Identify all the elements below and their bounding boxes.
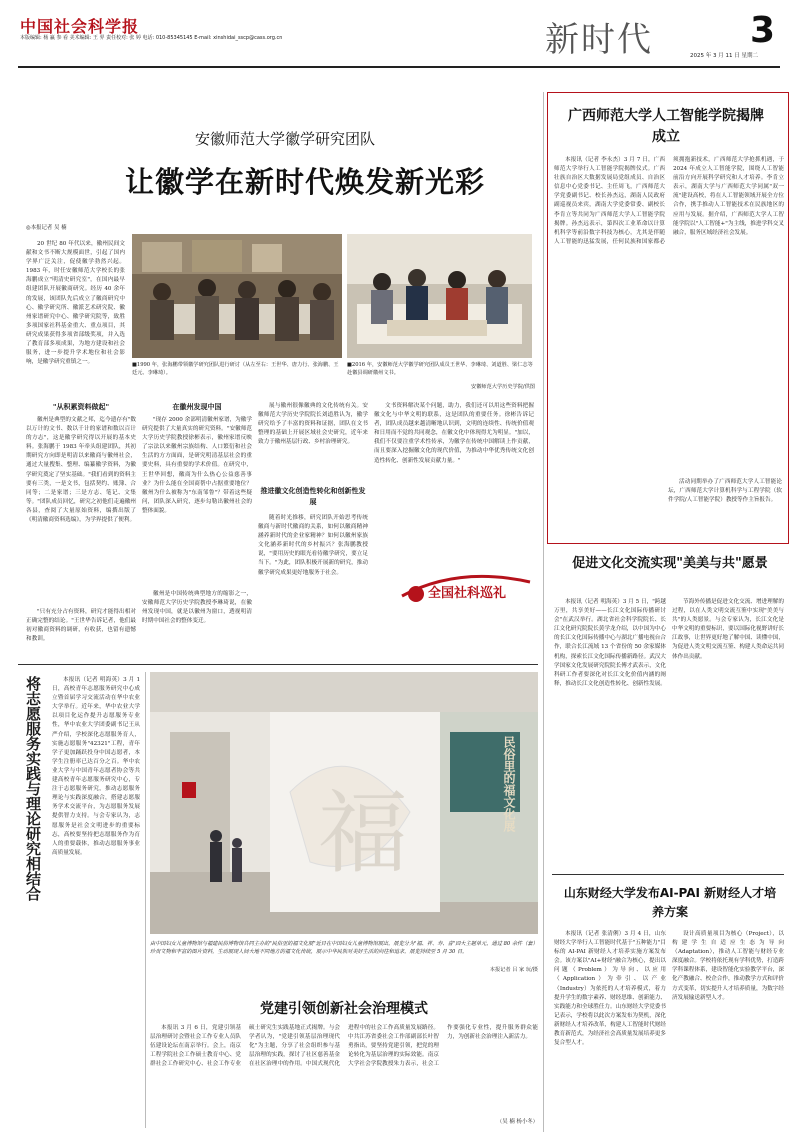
lead-kicker: 安徽师范大学徽学研究团队 bbox=[194, 130, 375, 148]
party-byline: （吴 楠 杨小冬） bbox=[496, 1119, 538, 1125]
culture-headline: 促进文化交流实现"美美与共"愿景 bbox=[572, 556, 768, 571]
lead-subhead-2: 在徽州发现中国 bbox=[172, 403, 222, 411]
masthead bbox=[0, 0, 799, 90]
volunteer-headline: 将志愿服务实践与理论研究相结合 bbox=[24, 676, 42, 901]
archive-visit-photo-image bbox=[347, 234, 532, 358]
lead-byline: ◎本报记者 吴 楠 bbox=[26, 225, 67, 231]
exhibition-photo bbox=[150, 672, 538, 934]
lead-intro: 20 世纪 80 年代以来，徽州民间文献和文书不断大规模面世，引起了国内学界广泛关注，促使徽学勃然兴起。1983 年，时任安徽师范大学校长的张海鹏成立"明清史研究室"，在国内最早组建团队开展徽商研究。经历 40 余年的发展，该团队先后成立了徽商研究中心、徽学研究所、徽派艺术研究院、徽州家谱研究中心、徽学研究院等，致胜多项国家社科基金重大、重点项目，其研究成果获得多项省部级奖项，并入选了教育部多项成果，为地方建设和社会服务，进一步提升学术地位和社会影响，是徽学研究重镇之一。 bbox=[26, 241, 125, 366]
meeting-photo-image bbox=[132, 234, 342, 358]
sidebar-headline: 广西师范大学人工智能学院揭牌成立 bbox=[568, 108, 764, 145]
masthead-credits: 本版编辑: 杨 赢 参 看 美术编辑: 王 羿 责任校对: 张 婷 电话: 010-85345145 E-mail: xinshidai_sscp@cass.org.cn bbox=[20, 35, 283, 41]
page-number: 3 bbox=[750, 10, 776, 51]
issue-date: 2025 年 3 月 11 日 星期二 bbox=[690, 53, 758, 59]
exhibition-sign: 民俗里的福文化展 bbox=[502, 736, 516, 832]
lead-col3-text: 展与徽州很像徽典的文化传统有关。安徽师范大学历史学院院长刘道胜认为，徽学研究给予了丰富的资料和证据，团队在文书整理的基础上开展区域社会史研究，近年来致力于徽州基层行政、乡村治理研究。 bbox=[258, 403, 368, 446]
sdufe-headline: 山东财经大学发布AI-PAI 新财经人才培养方案 bbox=[563, 886, 777, 919]
lead-col2-text2: 徽州是中国传统典型地方的缩影之一，安徽师范大学历史学院教授李琳琦说，在徽州发现中国，就是以徽州为窗口，透视明清时期中国社会的整体变迁。 bbox=[142, 591, 252, 625]
lead-col2-text: "现存 2000 余部明清徽州家谱，为徽学研究提供了大量真实的研究资料。"安徽师范大学历史学院教授徐彬表示，徽州家谱反映了宗法以来徽州宗族结构、人口繁衍和社会生活的方方面面，是研究明清基层社会的重要史料，具有重要的学术价值。在研究中，王世华回想，徽商为什么热心公益慈善事业？为什么能在全国商帮中占据重要地位？徽州为什么被称为"东南邹鲁"？带着这些疑问，团队深入研究，逐步勾勒出徽州社会的整体面貌。 bbox=[142, 417, 252, 514]
lead-subhead-1: "从积累资料做起" bbox=[52, 403, 110, 411]
banner-label: 全国社科巡礼 bbox=[428, 586, 507, 601]
sdufe-top-rule bbox=[552, 874, 784, 875]
divider-left-feature bbox=[145, 672, 146, 1128]
lead-bottom-rule bbox=[18, 664, 538, 665]
divider-main-right bbox=[543, 92, 544, 1132]
lead-photo-2016 bbox=[347, 234, 532, 358]
sidebar-text: 本报讯（记者 李永杰）3 月 7 日，广西师范大学举行人工智能学院揭牌仪式。广西壮族自治区大数据发展局党组成员、自治区信息中心党委书记、主任周飞，广西师范大学党委副书记、校长孙杰远，湖南人民政府副巡视员来宾，湖南大学党委常委、副校长李肯立等共同为广西师范大学人工智能学院揭牌。孙杰远表示，第四次工业革命以计算机科学等前沿数字科技为核心，尤其是伴随人工智能的迅猛发展，任何民族和国家都必须拥抱新技术，广西师范大学抢抓机遇，于 2024 年成立人工智能学院，围绕人工智能前沿方向开展科学研究和人才培养。李肯立表示，湖南大学与广西师范大学同属"双一流"建设高校，将在人工智能领域开展全方位合作，携手推动人工智能技术在民族地区的应用与发展。据介绍，广西师范大学人工智能学院以"人工智能+"为主线，推进学科交叉融合，服务区域经济社会发展。 bbox=[554, 157, 784, 245]
lead-col3-text2: 随着时光推移，研究团队开始思考传统徽商与新时代徽商的关系，如何以徽商精神涵养新时代的企业家精神？如何以徽州家族文化涵养新时代的乡村振兴？张海鹏教授说，"要用历史的眼光看待徽学研究，要立足当下。"为此，团队积极开展新的研究，推动徽学研究成果更好地服务于社会。 bbox=[258, 515, 368, 576]
culture-text2: 节海外传播是促进文化交流、增进理解的过程，以在人类文明交流互鉴中实现"美美与共"的人类愿景。与会专家认为，长江文化是中华文明的重要标识，要以国际化视野讲好长江故事，让世界更好地了解中国、读懂中国，为促进人类文明交流互鉴、构建人类命运共同体作出贡献。 bbox=[672, 599, 784, 660]
volunteer-text: 本报讯（记者 明海英）3 月 1 日，高校青年志愿服务研究中心成立暨首届学习交流活动在华中农业大学举行。近年来，华中农业大学以项目化运作提升志愿服务专业性，华中农业大学团委副书记王从严介绍，学校深化志愿服务育人，实施志愿服务"42321"工程，青年学子更加踊跃投身中国志愿者，本学生注册率已达百分之百。华中农业大学与中国青年志愿者协会等共建高校青年志愿服务研究中心，专注于志愿服务研究，推动志愿服务理论与实践深度融合，搭建志愿服务学术交流平台，为志愿服务发展提供智力支持。与会专家认为，志愿服务是社会文明进步的重要标志，高校要坚持把志愿服务作为育人的重要载体，推动志愿服务事业高质量发展。 bbox=[52, 677, 140, 856]
lead-col1-text: 徽州是典型的文献之邦，迄今遗存有"数以万计的文书、数以千计的家谱和数以百计的方志"，这是徽学研究得以开展的基本史料。张海鹏于 1983 年牵头组建团队，其初期研究方向即是明清以来徽商与徽州社会，通过大量搜集、整理、编纂徽学资料，为徽学研究奠定了坚实基础。"我们看到的资料主要有三类，一是文书，包括契约、账簿、合同等；二是家谱；三是方志、笔记、文集等。"团队成员回忆，研究之初他们走遍徽州各县，查阅了大量原始资料，编撰出版了《明清徽商资料选编》，为学界提供了便利。 bbox=[26, 417, 136, 524]
section-title: 新时代 bbox=[545, 20, 653, 60]
lead-col1-text2: "只有充分占有资料，研究才能得出相对正确完整的结论。"王世华告诉记者，他们最初对徽商资料的调研，有收获，也留有遗憾和教训。 bbox=[26, 609, 136, 643]
sdufe-text2: 设计高质量项目为核心（Project），以构建学生自适应生态为导向（Adaptation），推动人工智能与财经专业深度融合。学校将依托现有学科优势，打造跨学科课程体系，建设智能化实验教学平台，深化产教融合、校企合作，推动教学方式和评价方式变革，切实提升人才培养质量，为数字经济发展输送新型人才。 bbox=[672, 931, 784, 1001]
lead-col4-text: 文书资料解决某个问题，助力，我们还可以用这些资料把握徽文化与中华文明的联系，这是团队的重要任务。徐彬告诉记者，团队成员越来越清晰地认识到，文明的连续性、传统价值观和日用而不觉的共同观念，在徽文化中体现得尤为明显。"加以，我们不仅要注重学术性传承，为徽学在传统中国解读上作贡献，而且要深入挖掘徽文化的现代价值，为推动中华优秀传统文化创造性转化、创新性发展贡献力量。" bbox=[374, 403, 534, 464]
lead-photo-credit: 安徽师范大学历史学院/供图 bbox=[471, 384, 535, 390]
party-headline: 党建引领创新社会治理模式 bbox=[260, 1001, 428, 1017]
sidebar-text2: 活动同期举办了广西师范大学人工智能论坛，广西师范大学计算机科学与工程学院（软件学院/人工智能学院）教授等作主旨报告。 bbox=[668, 479, 782, 504]
lead-photo1-caption: ■1990 年，张海鹏带领徽学研究团队进行研讨（从左至右：王世华、唐力行、张海鹏、王廷元、李琳琦）。 bbox=[132, 362, 339, 376]
exhibition-credit: 本报记者 吕 家 玩/摄 bbox=[489, 967, 538, 973]
culture-text: 本报讯（记者 明海英）3 月 5 日，"跨越万里，共享美好——长江文化国际传播研讨会"在武汉举行。湖北省社会科学院院长、长江文化研究院院长黄学龙介绍，以中国为中心的长江文化国际传播中心与湖北广播电视台合作，联合长江流域 13 个省份的 50 余家媒体机构，探索长江文化国际传播新路径。武汉大学国家文化发展研究院院长傅才武表示，文化科研工作者要深化对长江文化价值内涵的阐释，推动长江文化创造性转化、创新性发展。 bbox=[554, 599, 666, 687]
party-text: 本报讯 3 月 6 日，党建引领基层治理研讨会暨社会工作专业人员队伍建设论坛在南京举行。会上，南京工程学院社会工作硕士教育中心、党群社会工作研究中心、社会工作专业硕士研究生实践基地正式揭牌。与会学者认为，"党建引领基层治理现代化"为主题，分享了社会组织参与基层治理的实践，探讨了社区慈善基金在社区治理中的作用。中国式现代化进程中的社会工作高质量发展路径。中共江苏省委社会工作部副部长叶智勇指出，要坚持党建引领，把党的理论转化为基层治理的实际效能。南京大学社会学院教授朱力表示，社会工作要强化专业性，提升服务群众能力，为创新社会治理注入新活力。 bbox=[150, 1025, 538, 1068]
lead-photo2-caption: ■2016 年，安徽师范大学徽学研究团队成员王世华、李琳琦、刘道胜、梁仁志等赴徽县调研徽州文书。 bbox=[347, 362, 533, 376]
lead-subhead-3: 推进徽文化创造性转化和创新性发展 bbox=[260, 487, 366, 506]
sdufe-text: 本报讯（记者 张清俐）3 月 4 日，山东财经大学举行人工智能时代基于"五种能力"目标的 AI-PAI 新财经人才培养实施方案发布会。该方案以"AI+财经"融合为核心，提出以问题（Problem）为导向、以应用（Application）为牵引、以产业（Industry）为依托的人才培养模式，着力提升学生的数字素养、财经思维、创新能力、实践能力和全球胜任力。山东财经大学党委书记表示，学校将以此次方案发布为契机，深化新财经人才培养改革，构建人工智能时代财经教育新范式，为经济社会高质量发展培养更多复合型人才。 bbox=[554, 931, 666, 1047]
lead-photo-1990 bbox=[132, 234, 342, 358]
lead-headline: 让徽学在新时代焕发新光彩 bbox=[124, 165, 485, 199]
exhibition-sign-big: 福 bbox=[318, 781, 408, 886]
masthead-rule bbox=[18, 66, 780, 68]
exhibition-caption: 由中国妇女儿童博物馆与福建民俗博物馆共同主办的"民俗里的福文化展"近日在中国妇女儿童博物馆展出。展览分为"福、祥、寿、喜"四大主题单元，通过 80 余件（套）珍贵文物和丰富的图片资料，生动展现人间大地不同地方的福文化传统，展示中华民族对美好生活的向往和追求。展览持续至 5 月 30 日。 bbox=[150, 941, 538, 955]
banner-national-tour bbox=[398, 560, 534, 620]
newspaper-logo: 中国社会科学报 bbox=[20, 17, 140, 36]
